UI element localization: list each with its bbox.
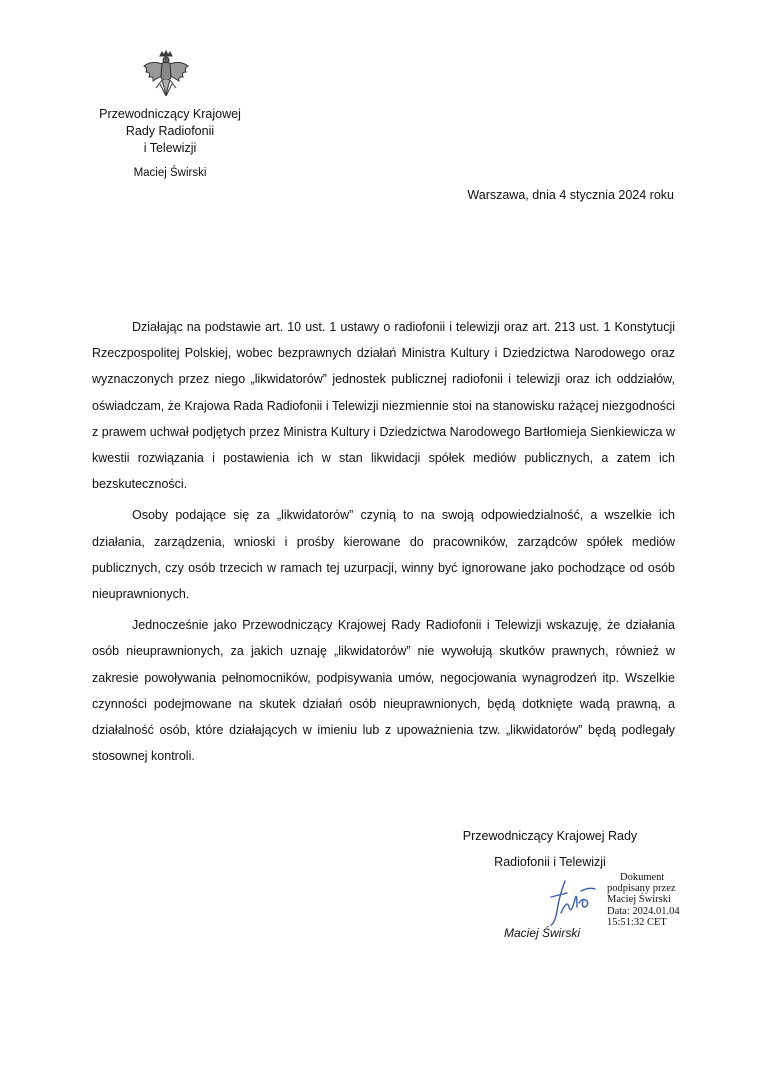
paragraph-3: Jednocześnie jako Przewodniczący Krajowej Rady Radiofonii i Telewizji wskazuję, że działania osób nieuprawnionych, za jakich uznaję „likwidatorów” nie wywołują skutków prawnych, również w zakresie powoływania pełnomocników, podpisywania umów, negocjowania wynagrodzeń itp. Wszelkie czynności podejmowane na skutek działań osób nieuprawnionych, będą dotknięte wadą prawną, a działalność osób, które działających w imieniu lub z upoważnienia tzw. „likwidatorów” będą podlegały stosownej kontroli. <box>92 618 675 764</box>
stamp-line-2: podpisany przez <box>607 883 676 895</box>
signature-title-block <box>430 823 670 875</box>
sender-name: Maciej Świrski <box>133 167 207 179</box>
letter-body <box>92 314 675 774</box>
office-line-1: Przewodniczący Krajowej <box>99 107 241 121</box>
stamp-line-4: Data: 2024.01.04 <box>607 905 680 917</box>
stamp-line-3: Maciej Świrski <box>607 894 671 906</box>
signature-title-line-1: Przewodniczący Krajowej Rady <box>462 829 638 843</box>
office-line-2: Rady Radiofonii <box>125 124 215 138</box>
stamp-line-5: 15:51:32 CET <box>607 916 667 928</box>
signatory-name: Maciej Świrski <box>504 926 581 940</box>
digital-signature-stamp <box>607 872 717 928</box>
polish-eagle-emblem-icon <box>140 50 192 102</box>
handwritten-signature-icon <box>545 877 605 929</box>
signature-title-line-2: Radiofonii i Telewizji <box>494 855 606 869</box>
paragraph-1: Działając na podstawie art. 10 ust. 1 ustawy o radiofonii i telewizji oraz art. 213 ust. 1 Konstytucji Rzeczpospolitej Polskiej, wobec bezprawnych działań Ministra Kultury i Dziedzictwa Narodowego oraz wyznaczonych przez niego „likwidatorów” jednostek publicznej radiofonii i telewizji oraz ich oddziałów, oświadczam, że Krajowa Rada Radiofonii i Telewizji niezmiennie stoi na stanowisku rażącej niezgodności z prawem uchwał podjętych przez Ministra Kultury i Dziedzictwa Narodowego Bartłomieja Sienkiewicza w kwestii rozwiązania i postawienia ich w stan likwidacji spółek mediów publicznych, a zatem ich bezskuteczności. <box>92 320 675 492</box>
office-line-3: i Telewizji <box>143 141 197 155</box>
date-line: Warszawa, dnia 4 stycznia 2024 roku <box>467 188 674 202</box>
sender-header <box>70 106 270 182</box>
stamp-line-1: Dokument <box>620 872 665 883</box>
paragraph-2: Osoby podające się za „likwidatorów” czynią to na swoją odpowiedzialność, a wszelkie ich działania, zarządzenia, wnioski i prośby kierowane do pracowników, zarządców spółek mediów publicznych, czy osób trzecich w ramach tej uzurpacji, winny być ignorowane jako pochodzące od osób nieuprawnionych. <box>92 508 675 602</box>
